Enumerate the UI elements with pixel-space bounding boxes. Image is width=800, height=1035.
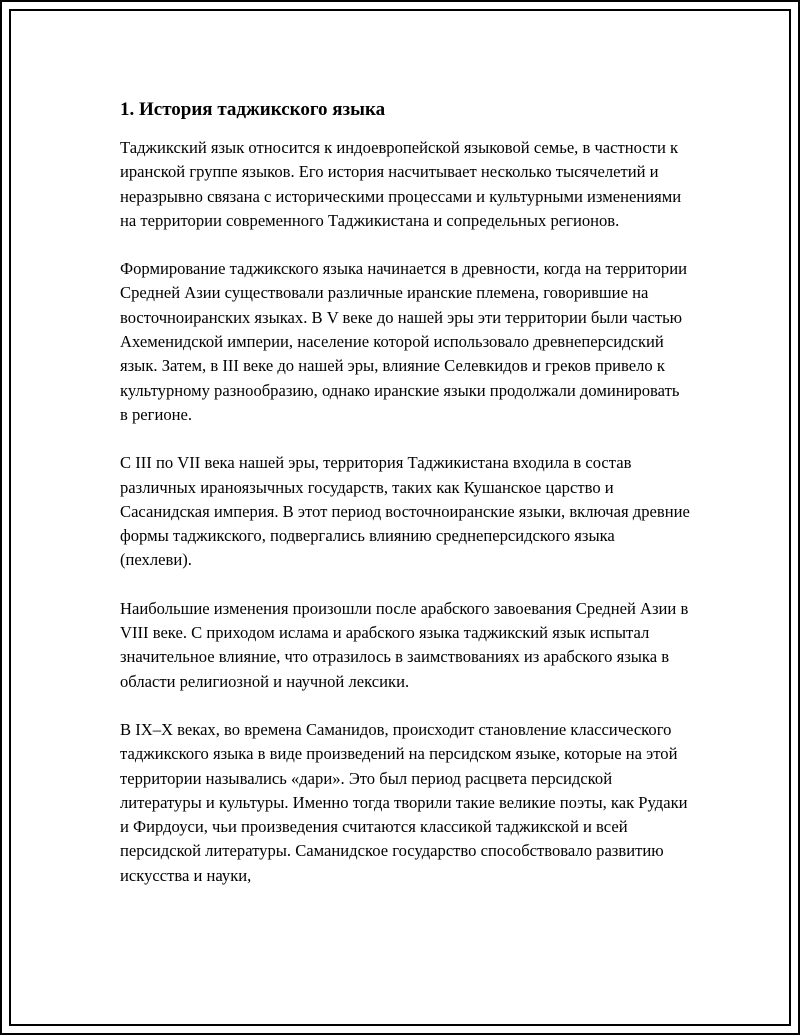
section-heading: 1. История таджикского языка <box>120 99 386 120</box>
paragraph-origins: Таджикский язык относится к индоевропейской языковой семье, в частности к иранской группе языков. Его история насчитывает несколько тысячелетий и неразрывно связана с историческими процессами и культурными изменениями на территории современного Таджикистана и сопредельных регионов. <box>120 138 682 230</box>
document-content <box>120 98 690 912</box>
paragraph-arab-conquest: Наибольшие изменения произошли после арабского завоевания Средней Азии в VIII веке. С приходом ислама и арабского языка таджикский язык испытал значительное влияние, что отразилось в заимствованиях из арабского языка в области религиозной и научной лексики. <box>120 598 689 691</box>
paragraph-kushan-sasanid: С III по VII века нашей эры, территория Таджикистана входила в состав различных ираноязычных государств, таких как Кушанское царство и Сасанидская империя. В этот период восточноиранские языки, включая древние формы таджикского, подвергались влиянию среднеперсидского языка (пехлеви). <box>120 453 690 570</box>
paragraph-ancient-period: Формирование таджикского языка начинается в древности, когда на территории Средней Азии существовали различные иранские племена, говорившие на восточноиранских языках. В V веке до нашей эры эти территории были частью Ахеменидской империи, население которой использовало древнеперсидский язык. Затем, в III веке до нашей эры, влияние Селевкидов и греков привело к культурному разнообразию, однако иранские языки продолжали доминировать в регионе. <box>120 259 687 424</box>
paragraph-samanid-period: В IX–X веках, во времена Саманидов, происходит становление классического таджикского языка в виде произведений на персидском языке, которые на этой территории назывались «дари». Это был период расцвета персидской литературы и культуры. Именно тогда творили такие великие поэты, как Рудаки и Фирдоуси, чьи произведения считаются классикой таджикской и всей персидской литературы. Саманидское государство способствовало развитию искусства и науки, <box>120 719 688 885</box>
